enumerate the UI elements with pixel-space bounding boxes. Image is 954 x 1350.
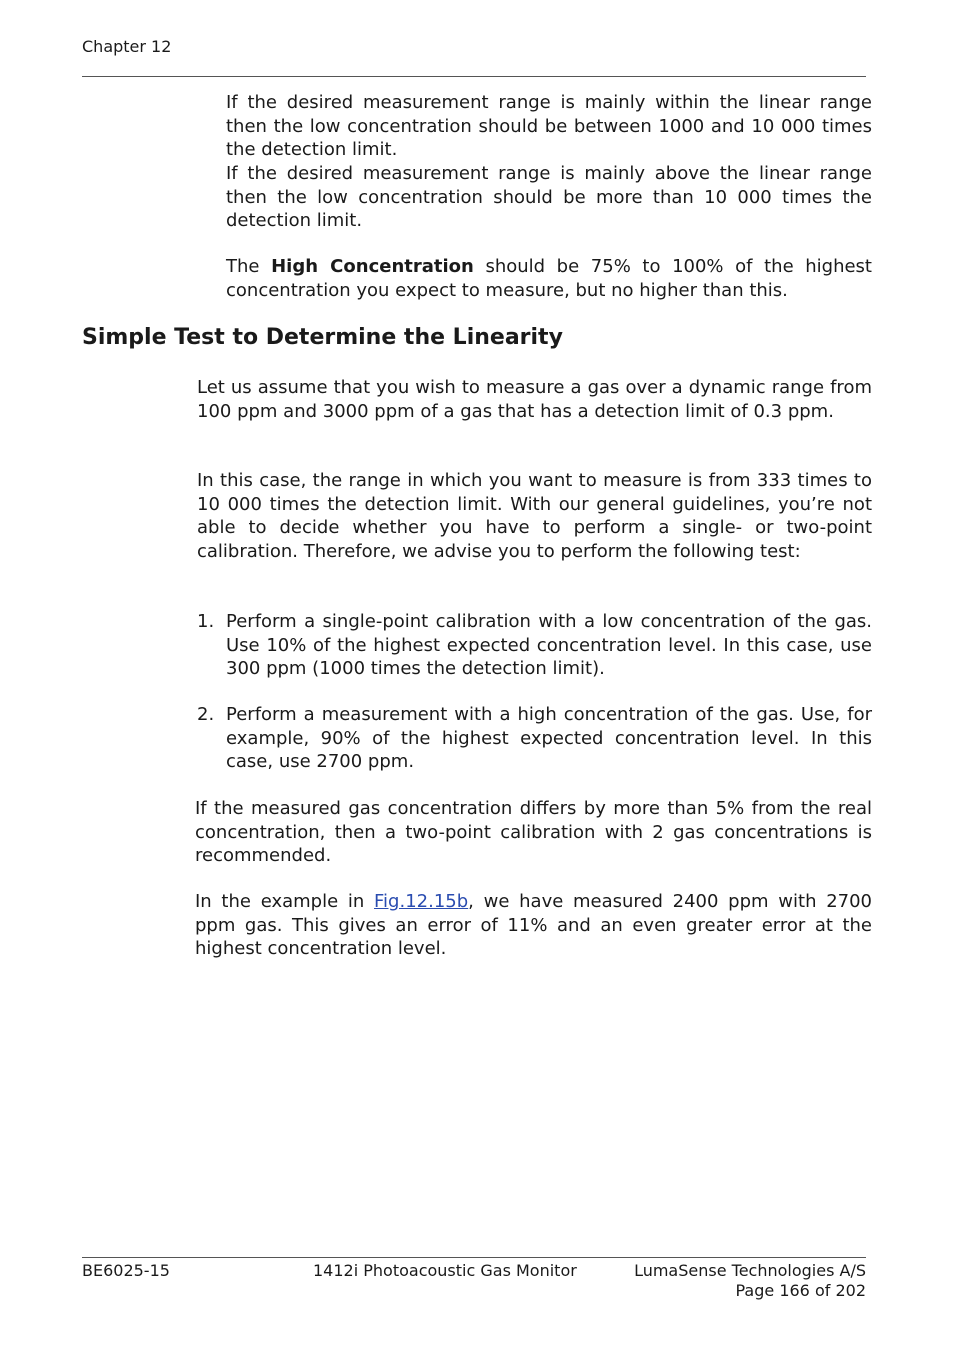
assumption-paragraph: Let us assume that you wish to measure a gas over a dynamic range from 100 ppm and 3000 ppm of a gas that has a detection limit of 0.3 ppm. (197, 377, 872, 422)
figure-link[interactable]: Fig.12.15b (374, 891, 469, 912)
footer-page-number: Page 166 of 202 (735, 1281, 866, 1300)
range-paragraph: In this case, the range in which you want to measure is from 333 times to 10 000 times the detection limit. With our general guidelines, you’re not able to decide whether you have to perform a single- or two-point calibration. Therefore, we advise you to perform the following test: (197, 470, 872, 562)
footer-company-block (634, 1261, 866, 1301)
high-suffix: should be 75% to 100% of the highest concentration you expect to measure, but no higher than this. (226, 256, 872, 301)
high-concentration-paragraph (226, 255, 872, 302)
footer-product-name: 1412i Photoacoustic Gas Monitor (313, 1261, 577, 1280)
high-concentration-term: High Concentration (271, 256, 474, 277)
step-number: 2. (197, 704, 215, 725)
section-heading: Simple Test to Determine the Linearity (82, 325, 563, 350)
header-divider (82, 76, 866, 77)
intro-paragraph-linear: If the desired measurement range is mainly within the linear range then the low concentration should be between 1000 and 10 000 times the detection limit. (226, 92, 872, 160)
step-text: Perform a measurement with a high concentration of the gas. Use, for example, 90% of the highest expected concentration level. In this case, use 2700 ppm. (226, 704, 872, 772)
list-item-step-2 (197, 703, 872, 774)
footer-divider (82, 1257, 866, 1258)
step-number: 1. (197, 611, 215, 632)
example-suffix: , we have measured 2400 ppm with 2700 ppm gas. This gives an error of 11% and an even greater error at the highest concentration level. (195, 891, 872, 959)
footer-company: LumaSense Technologies A/S (634, 1261, 866, 1280)
footer-doc-id: BE6025-15 (82, 1261, 170, 1280)
chapter-label: Chapter 12 (82, 37, 172, 56)
example-paragraph (195, 890, 872, 961)
step-text: Perform a single-point calibration with a low concentration of the gas. Use 10% of the highest expected concentration level. In this case, use 300 ppm (1000 times the detection limit). (226, 611, 872, 679)
intro-paragraph-above-linear: If the desired measurement range is mainly above the linear range then the low concentration should be more than 10 000 times the detection limit. (226, 163, 872, 231)
recommendation-paragraph: If the measured gas concentration differs by more than 5% from the real concentration, then a two-point calibration with 2 gas concentrations is recommended. (195, 798, 872, 866)
list-item-step-1 (197, 610, 872, 681)
example-prefix: In the example in (195, 891, 375, 912)
high-prefix: The (226, 256, 272, 277)
